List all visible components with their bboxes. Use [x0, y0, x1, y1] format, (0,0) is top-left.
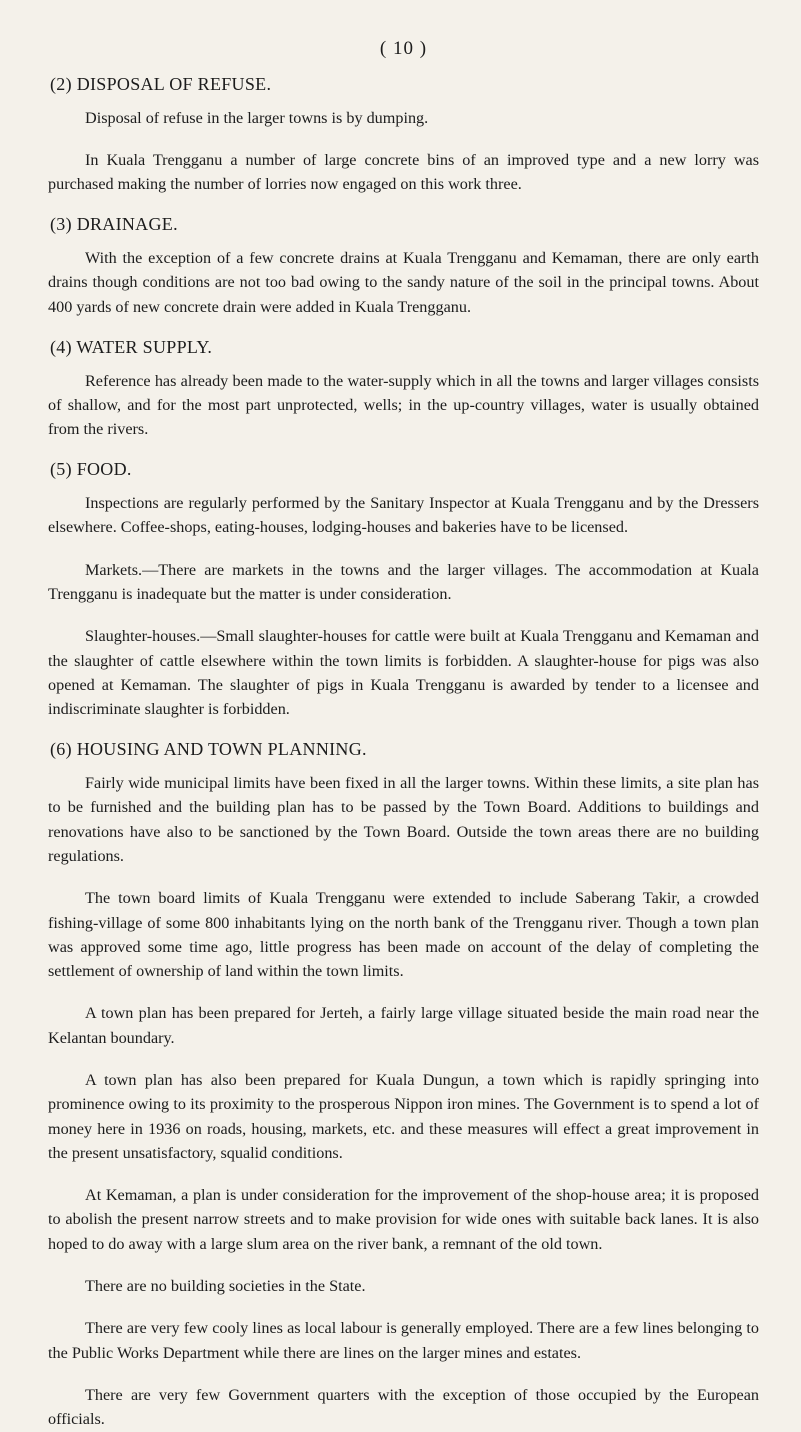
page-number: ( 10 ) [379, 38, 428, 59]
paragraph: Disposal of refuse in the larger towns is by dumping. [85, 108, 429, 127]
paragraph: With the exception of a few concrete drains at Kuala Trengganu and Kemaman, there are only earth drains though conditions are not too bad owing to the sandy nature of the soil in the principal towns. About 400 yards of new concrete drain were added in Kuala Trengganu. [48, 249, 759, 316]
section-housing-and-town-planning [48, 739, 759, 1431]
paragraph: Fairly wide municipal limits have been fixed in all the larger towns. Within these limits, a site plan has to be furnished and the building plan has to be passed by the Town Board. Additions to buildings and renovations have also to be sanctioned by the Town Board. Outside the town areas there are no building regulations. [48, 774, 759, 865]
section-drainage [48, 214, 759, 318]
paragraph-markets: Markets.—There are markets in the towns and the larger villages. The accommodation at Kuala Trengganu is inadequate but the matter is under consideration. [48, 560, 759, 603]
paragraph: There are no building societies in the State. [85, 1277, 366, 1296]
paragraph: Reference has already been made to the water-supply which in all the towns and larger villages consists of shallow, and for the most part unprotected, wells; in the up-country villages, water is usually obtained from the rivers. [48, 371, 759, 439]
paragraph-slaughter-houses: Slaughter-houses.—Small slaughter-houses for cattle were built at Kuala Trengganu and Kemaman and the slaughter of cattle elsewhere within the town limits is forbidden. A slaughter-house for pigs was also opened at Kemaman. The slaughter of pigs in Kuala Trengganu is awarded by tender to a licensee and indiscriminate slaughter is forbidden. [48, 627, 759, 719]
section-heading: (6) HOUSING AND TOWN PLANNING. [50, 739, 367, 760]
paragraph: In Kuala Trengganu a number of large concrete bins of an improved type and a new lorry was purchased making the number of lorries now engaged on this work three. [48, 150, 759, 194]
section-disposal-of-refuse [48, 74, 759, 196]
section-heading: (4) WATER SUPPLY. [50, 336, 213, 357]
paragraph: At Kemaman, a plan is under consideration for the improvement of the shop-house area; it is proposed to abolish the present narrow streets and to make provision for wide ones with suitable back lanes. It is also hoped to do away with a large slum area on the river bank, a remnant of the old town. [48, 1186, 759, 1253]
paragraph: There are very few cooly lines as local labour is generally employed. There are a few lines belonging to the Public Works Department while there are lines on the larger mines and estates. [48, 1319, 759, 1362]
paragraph: A town plan has been prepared for Jerteh, a fairly large village situated beside the main road near the Kelantan boundary. [48, 1004, 759, 1047]
paragraph: Inspections are regularly performed by the Sanitary Inspector at Kuala Trengganu and by the Dressers elsewhere. Coffee-shops, eating-houses, lodging-houses and bakeries have to be licensed. [48, 494, 759, 537]
section-heading: (2) DISPOSAL OF REFUSE. [50, 74, 272, 94]
section-heading: (5) FOOD. [50, 459, 132, 480]
section-heading: (3) DRAINAGE. [50, 214, 178, 235]
paragraph: The town board limits of Kuala Trengganu were extended to include Saberang Takir, a crowded fishing-village of some 800 inhabitants lying on the north bank of the Trengganu river. Though a town plan was approved some time ago, little progress has been made on account of the delay of completing the settlement of ownership of land within the town limits. [48, 889, 759, 981]
paragraph: There are very few Government quarters with the exception of those occupied by the European officials. [48, 1385, 759, 1429]
paragraph: A town plan has also been prepared for Kuala Dungun, a town which is rapidly springing into prominence owing to its proximity to the prosperous Nippon iron mines. The Government is to spend a lot of money here in 1936 on roads, housing, markets, etc. and these measures will effect a great improvement in the present unsatisfactory, squalid conditions. [48, 1070, 759, 1162]
section-water-supply [48, 337, 759, 441]
section-food [48, 459, 759, 721]
